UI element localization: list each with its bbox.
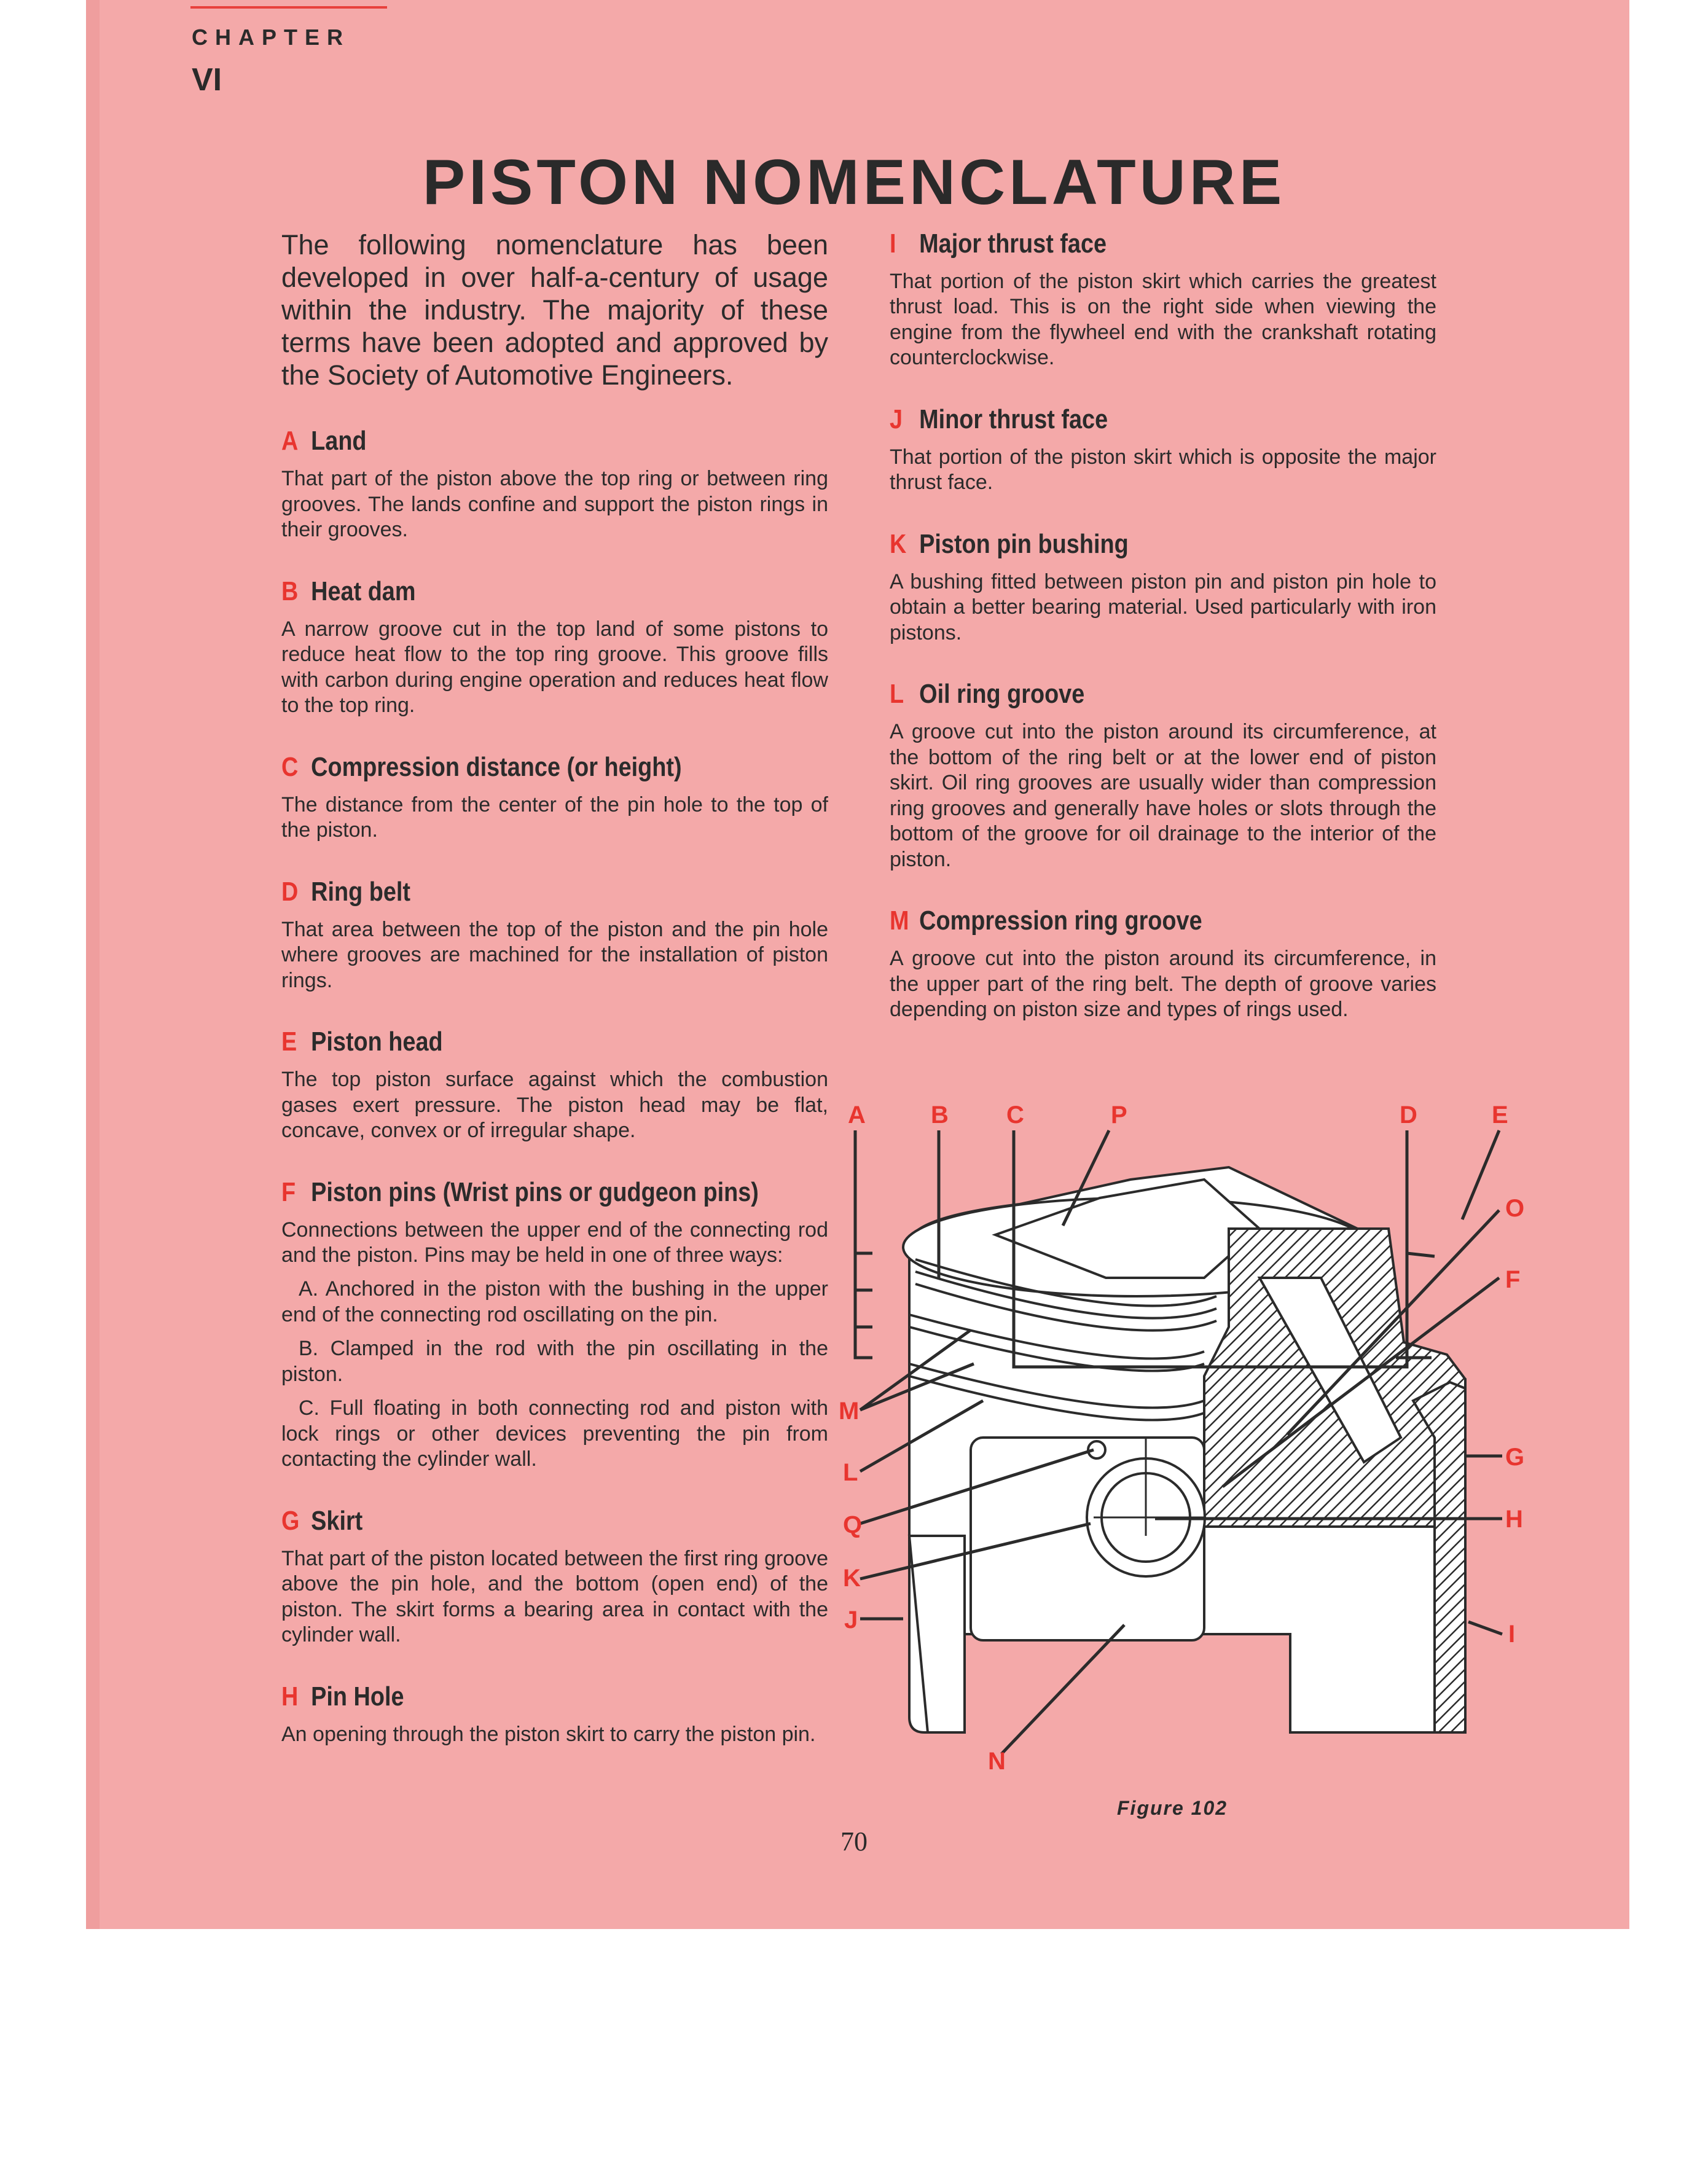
callout-Q: Q: [843, 1511, 863, 1538]
callout-J: J: [844, 1606, 858, 1634]
definition-term: Compression ring groove: [919, 906, 1202, 936]
definition-heading: [890, 906, 1360, 936]
definition-letter: E: [281, 1027, 297, 1057]
right-entry-list: [890, 229, 1436, 1022]
definition-heading: [281, 1027, 751, 1057]
definition-heading: [281, 752, 751, 783]
piston-diagram: [836, 1094, 1548, 1775]
callout-C: C: [1006, 1102, 1024, 1129]
definition-heading: [281, 1176, 759, 1208]
callout-D: D: [1400, 1102, 1417, 1129]
definition-letter: C: [281, 751, 299, 782]
definition-heading: [890, 529, 1360, 560]
callout-O: O: [1505, 1195, 1525, 1222]
right-column: [890, 229, 1436, 1055]
chapter-label: CHAPTER: [192, 25, 351, 50]
chapter-rule: [190, 6, 387, 9]
definition-heading: [281, 877, 751, 907]
definition-text: A narrow groove cut in the top land of some pistons to reduce heat flow to the top ring groove. This groove fills with carbon during engine operation and reduces heat flow to the top ring.: [281, 617, 828, 718]
callout-N: N: [988, 1748, 1006, 1775]
leader-line: [1468, 1622, 1502, 1634]
definition-term: Compression distance (or height): [311, 751, 682, 782]
leader-line: [1462, 1130, 1499, 1219]
page-edge-shade: [86, 0, 100, 1929]
page-title: PISTON NOMENCLATURE: [422, 147, 1286, 218]
callout-E: E: [1492, 1102, 1508, 1129]
definition-text: A groove cut into the piston around its circumference, at the bottom of the ring belt or at the lower end of piston skirt. Oil ring grooves are usually wider than compression ring grooves and generally have holes or slots through the bottom of the groove for oil drainage to the interior of the piston.: [890, 720, 1436, 871]
definition-text: That area between the top of the piston and the pin hole where grooves are machined for the installation of piston rings.: [281, 917, 828, 992]
definition-text: C. Full floating in both connecting rod and piston with lock rings or other devices preventing the pin from contacting the cylinder wall.: [281, 1396, 828, 1471]
definition-term: Skirt: [311, 1505, 363, 1536]
definition-term: Piston pins (Wrist pins or gudgeon pins): [311, 1176, 759, 1207]
definition-heading: [281, 576, 751, 607]
chapter-number: VI: [192, 62, 222, 98]
definition-entry: [890, 229, 1436, 371]
definition-entry: [281, 426, 828, 542]
definition-letter: J: [890, 404, 903, 434]
callout-I: I: [1508, 1621, 1516, 1648]
callout-H: H: [1505, 1506, 1523, 1533]
definition-heading: [281, 1506, 751, 1536]
definition-text: The top piston surface against which the combustion gases exert pressure. The piston head may be flat, concave, convex or of irregular shape.: [281, 1068, 828, 1143]
callout-G: G: [1505, 1444, 1525, 1471]
definition-term: Ring belt: [311, 876, 411, 907]
definition-text: That part of the piston above the top ring or between ring grooves. The lands confine and support the piston rings in their grooves.: [281, 467, 828, 542]
definition-term: Piston head: [311, 1027, 443, 1057]
definition-text: An opening through the piston skirt to carry the piston pin.: [281, 1722, 816, 1746]
callout-A: A: [848, 1102, 866, 1129]
definition-entry: [890, 679, 1436, 872]
definition-term: Oil ring groove: [919, 679, 1085, 710]
callout-P: P: [1111, 1102, 1127, 1129]
callout-F: F: [1505, 1266, 1521, 1293]
definition-letter: G: [281, 1505, 300, 1536]
definition-letter: I: [890, 229, 896, 259]
leader-line: [855, 1130, 872, 1358]
callout-B: B: [931, 1102, 949, 1129]
left-column: [281, 229, 828, 1780]
definition-text: That portion of the piston skirt which is opposite the major thrust face.: [890, 445, 1436, 495]
definition-letter: K: [890, 528, 907, 559]
leader-line: [1407, 1253, 1435, 1256]
definition-letter: F: [281, 1176, 296, 1207]
definition-entry: [281, 1027, 828, 1143]
callout-M: M: [839, 1398, 860, 1425]
definition-text: That part of the piston located between the first ring groove above the pin hole, and the bottom (open end) of the piston. The skirt forms a bearing area in contact with the cylinder wall.: [281, 1546, 828, 1647]
definition-heading: [890, 679, 1360, 710]
definition-term: Piston pin bushing: [919, 528, 1129, 559]
definition-letter: B: [281, 576, 299, 606]
definition-term: Land: [311, 426, 367, 456]
callout-K: K: [843, 1565, 861, 1592]
definition-entry: [890, 404, 1436, 496]
definition-entry: [281, 752, 828, 843]
definition-entry: [281, 576, 828, 719]
definition-entry: [890, 906, 1436, 1022]
page-number: 70: [840, 1826, 868, 1857]
definition-heading: [281, 426, 751, 456]
definition-term: Pin Hole: [311, 1681, 404, 1712]
definition-text: That portion of the piston skirt which carries the greatest thrust load. This is on the right side when viewing the engine from the flywheel end with the crankshaft rotating counterclockwise.: [890, 270, 1436, 370]
definition-entry: [281, 877, 828, 993]
definition-term: Heat dam: [311, 576, 416, 606]
definition-text: The distance from the center of the pin hole to the top of the piston.: [281, 792, 828, 842]
definition-letter: D: [281, 876, 299, 907]
definition-letter: A: [281, 426, 299, 456]
definition-entry: [281, 1506, 828, 1648]
left-entry-list: [281, 426, 828, 1747]
definition-heading: [281, 1681, 751, 1712]
leader-line: [1001, 1625, 1124, 1754]
definition-text: A. Anchored in the piston with the bushing in the upper end of the connecting rod oscillating on the pin.: [281, 1277, 828, 1326]
definition-letter: H: [281, 1681, 299, 1712]
definition-text: A groove cut into the piston around its circumference, in the upper part of the ring belt. The depth of groove varies depending on piston size and types of rings used.: [890, 947, 1436, 1021]
definition-text: A bushing fitted between piston pin and piston pin hole to obtain a better bearing material. Used particularly with iron pistons.: [890, 569, 1436, 644]
definition-text: Connections between the upper end of the connecting rod and the piston. Pins may be held in one of three ways:: [281, 1218, 828, 1267]
definition-entry: [890, 529, 1436, 646]
callout-L: L: [843, 1459, 858, 1486]
definition-letter: L: [890, 679, 904, 710]
definition-text: B. Clamped in the rod with the pin oscillating in the piston.: [281, 1337, 828, 1386]
definition-term: Minor thrust face: [919, 404, 1108, 434]
definition-heading: [890, 404, 1360, 435]
definition-term: Major thrust face: [919, 229, 1107, 259]
definition-heading: [890, 229, 1360, 259]
figure-caption: Figure 102: [1117, 1797, 1228, 1819]
definition-entry: [281, 1681, 828, 1747]
definition-letter: M: [890, 906, 909, 936]
definition-entry: [281, 1177, 828, 1473]
intro-paragraph: The following nomenclature has been developed in over half-a-century of usage within the industry. The majority of these terms have been adopted and approved by the Society of Automotive Engineers.: [281, 229, 828, 391]
piston-drawing: [903, 1167, 1465, 1732]
